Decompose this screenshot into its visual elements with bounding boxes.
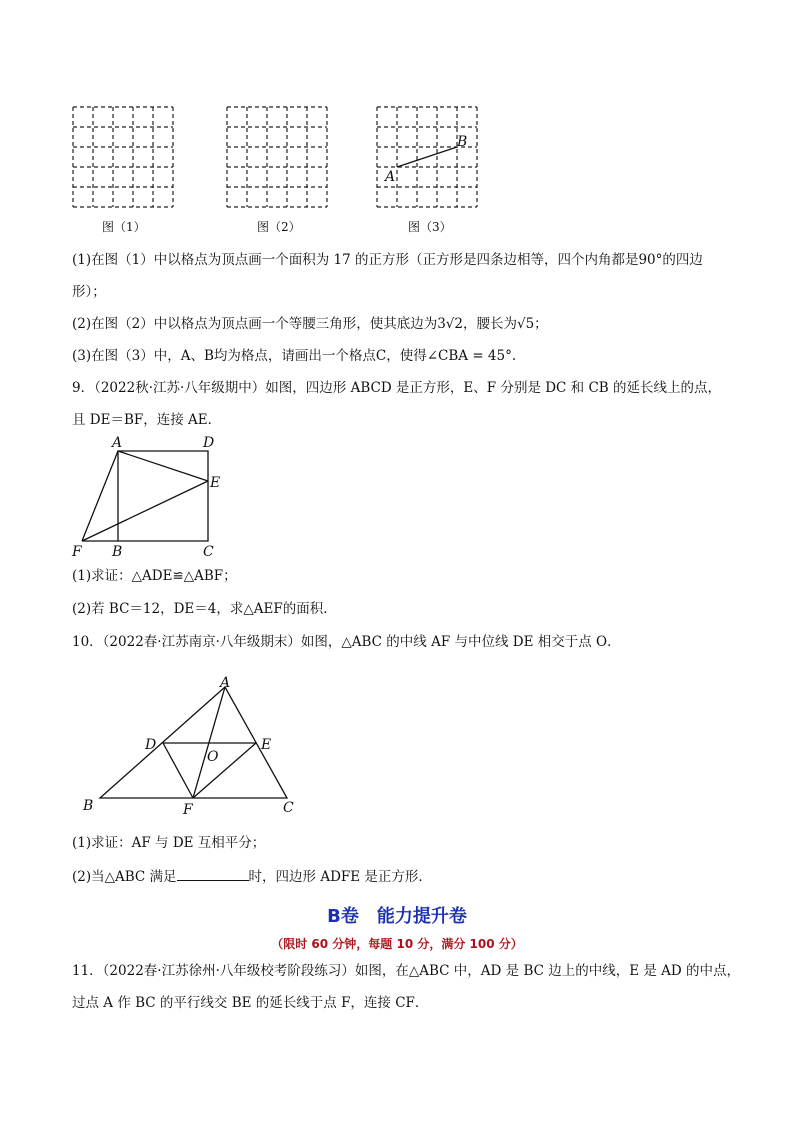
q11-stem-line2: 过点 A 作 BC 的平行线交 BE 的延长线于点 F，连接 CF． <box>72 995 429 1011</box>
q10-label-b: B <box>83 798 94 814</box>
grid-figure-2 <box>227 107 327 207</box>
q10-stem: 10．（2022春·江苏南京·八年级期末）如图，△ABC 的中线 AF 与中位线 DE 相交于点 O． <box>72 634 621 650</box>
point-a-label: A <box>385 169 396 185</box>
q9-square-diagram <box>60 430 240 560</box>
grid-figure-1 <box>73 107 173 207</box>
q9-label-f: F <box>72 544 82 560</box>
q8-part2: (2)在图（2）中以格点为顶点画一个等腰三角形，使其底边为3√2，腰长为√5； <box>72 316 548 332</box>
q9-part2: (2)若 BC＝12，DE＝4，求△AEF的面积． <box>72 601 337 617</box>
q10-part2 <box>72 866 432 887</box>
q8-part3: (3)在图（3）中，A、B均为格点，请画出一个格点C，使得∠CBA = 45°. <box>72 348 517 364</box>
q9-part1: (1)求证：△ADE≌△ABF； <box>72 568 237 584</box>
q10-label-o: O <box>207 749 219 765</box>
q9-label-d: D <box>203 435 215 451</box>
q10-triangle-diagram <box>75 670 305 820</box>
q10-label-c: C <box>283 800 294 816</box>
q9-stem-line1: 9．（2022秋·江苏·八年级期中）如图，四边形 ABCD 是正方形，E、F 分别是 DC 和 CB 的延长线上的点， <box>72 380 722 396</box>
q8-part1-line2: 形）； <box>72 284 106 300</box>
q10-part2-suffix: 时，四边形 ADFE 是正方形． <box>248 869 432 885</box>
q10-part1: (1)求证：AF 与 DE 互相平分； <box>72 835 266 851</box>
q10-label-e: E <box>261 737 272 753</box>
q9-label-a: A <box>112 435 123 451</box>
answer-blank[interactable] <box>177 866 249 881</box>
q9-label-b: B <box>112 544 123 560</box>
q9-label-c: C <box>203 544 214 560</box>
segment-ab <box>397 147 457 167</box>
section-b-title: B卷 能力提升卷 <box>327 906 467 927</box>
q10-label-d: D <box>145 737 157 753</box>
q9-label-e: E <box>210 475 221 491</box>
section-b-subtitle: （限时 60 分钟，每题 10 分，满分 100 分） <box>271 937 523 951</box>
caption-figure-3: 图（3） <box>408 220 452 234</box>
grid-figures <box>0 0 794 240</box>
q10-label-f: F <box>183 802 193 818</box>
q8-part1-line1: (1)在图（1）中以格点为顶点画一个面积为 17 的正方形（正方形是四条边相等，四个内角都是90°的四边 <box>72 252 703 268</box>
caption-figure-1: 图（1） <box>102 220 146 234</box>
q11-stem-line1: 11．（2022春·江苏徐州·八年级校考阶段练习）如图，在△ABC 中，AD 是 BC 边上的中线，E 是 AD 的中点， <box>72 963 741 979</box>
q9-stem-line2: 且 DE＝BF，连接 AE． <box>72 412 222 428</box>
caption-figure-2: 图（2） <box>257 220 301 234</box>
q10-part2-prefix: (2)当△ABC 满足 <box>72 869 177 885</box>
q10-label-a: A <box>220 675 231 691</box>
point-b-label: B <box>457 134 468 150</box>
